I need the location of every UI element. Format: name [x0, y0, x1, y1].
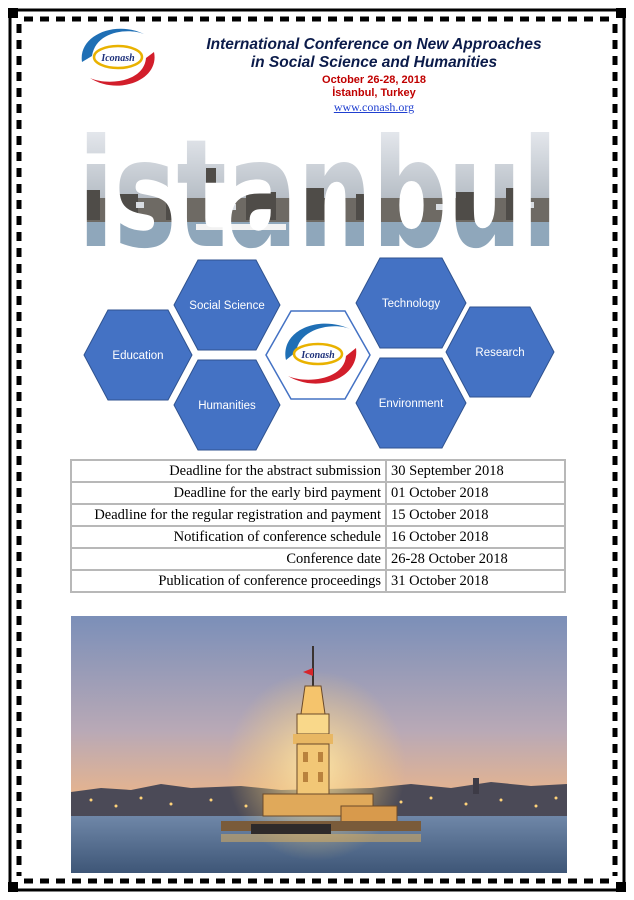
hex-technology[interactable]	[356, 258, 466, 348]
table-row	[71, 548, 565, 570]
logo-text: Iconash	[101, 53, 135, 64]
conference-header	[186, 36, 562, 114]
hex-center-logo	[266, 311, 370, 399]
hex-label-technology: Technology	[381, 298, 441, 310]
table-row	[71, 482, 565, 504]
maidens-tower-photo	[71, 616, 567, 873]
conference-date: October 26-28, 2018	[322, 74, 426, 86]
topics-diagram	[80, 256, 560, 456]
deadline-label: Conference date	[71, 548, 386, 570]
table-row	[71, 460, 565, 482]
hex-label-education: Education	[112, 350, 164, 362]
banner-word: istanbul	[78, 128, 558, 252]
deadline-date: 01 October 2018	[386, 482, 565, 504]
deadline-label: Publication of conference proceedings	[71, 570, 386, 592]
hex-label-social-science: Social Science	[189, 300, 265, 312]
table-row	[71, 526, 565, 548]
deadline-label: Deadline for the regular registration and payment	[71, 504, 386, 526]
hex-environment[interactable]	[356, 358, 466, 448]
conference-location: İstanbul, Turkey	[332, 87, 416, 99]
deadline-date: 31 October 2018	[386, 570, 565, 592]
deadline-date: 26-28 October 2018	[386, 548, 565, 570]
conference-logo	[74, 22, 162, 92]
conference-title-line1: International Conference on New Approaches	[206, 36, 542, 53]
deadline-label: Deadline for the early bird payment	[71, 482, 386, 504]
hex-education[interactable]	[84, 310, 192, 400]
istanbul-banner	[76, 128, 560, 252]
hex-humanities[interactable]	[174, 360, 280, 450]
hex-research[interactable]	[446, 307, 554, 397]
website-link[interactable]: www.conash.org	[333, 100, 415, 114]
hex-social-science[interactable]	[174, 260, 280, 350]
hex-label-humanities: Humanities	[198, 400, 256, 412]
deadline-label: Notification of conference schedule	[71, 526, 386, 548]
deadline-date: 30 September 2018	[386, 460, 565, 482]
deadline-date: 16 October 2018	[386, 526, 565, 548]
deadline-label: Deadline for the abstract submission	[71, 460, 386, 482]
center-logo-text: Iconash	[301, 350, 335, 361]
conference-title-line2: in Social Science and Humanities	[250, 54, 498, 71]
hex-label-research: Research	[475, 347, 525, 359]
table-row	[71, 570, 565, 592]
hex-label-environment: Environment	[378, 398, 444, 410]
table-row	[71, 504, 565, 526]
deadlines-table	[70, 459, 566, 593]
deadline-date: 15 October 2018	[386, 504, 565, 526]
